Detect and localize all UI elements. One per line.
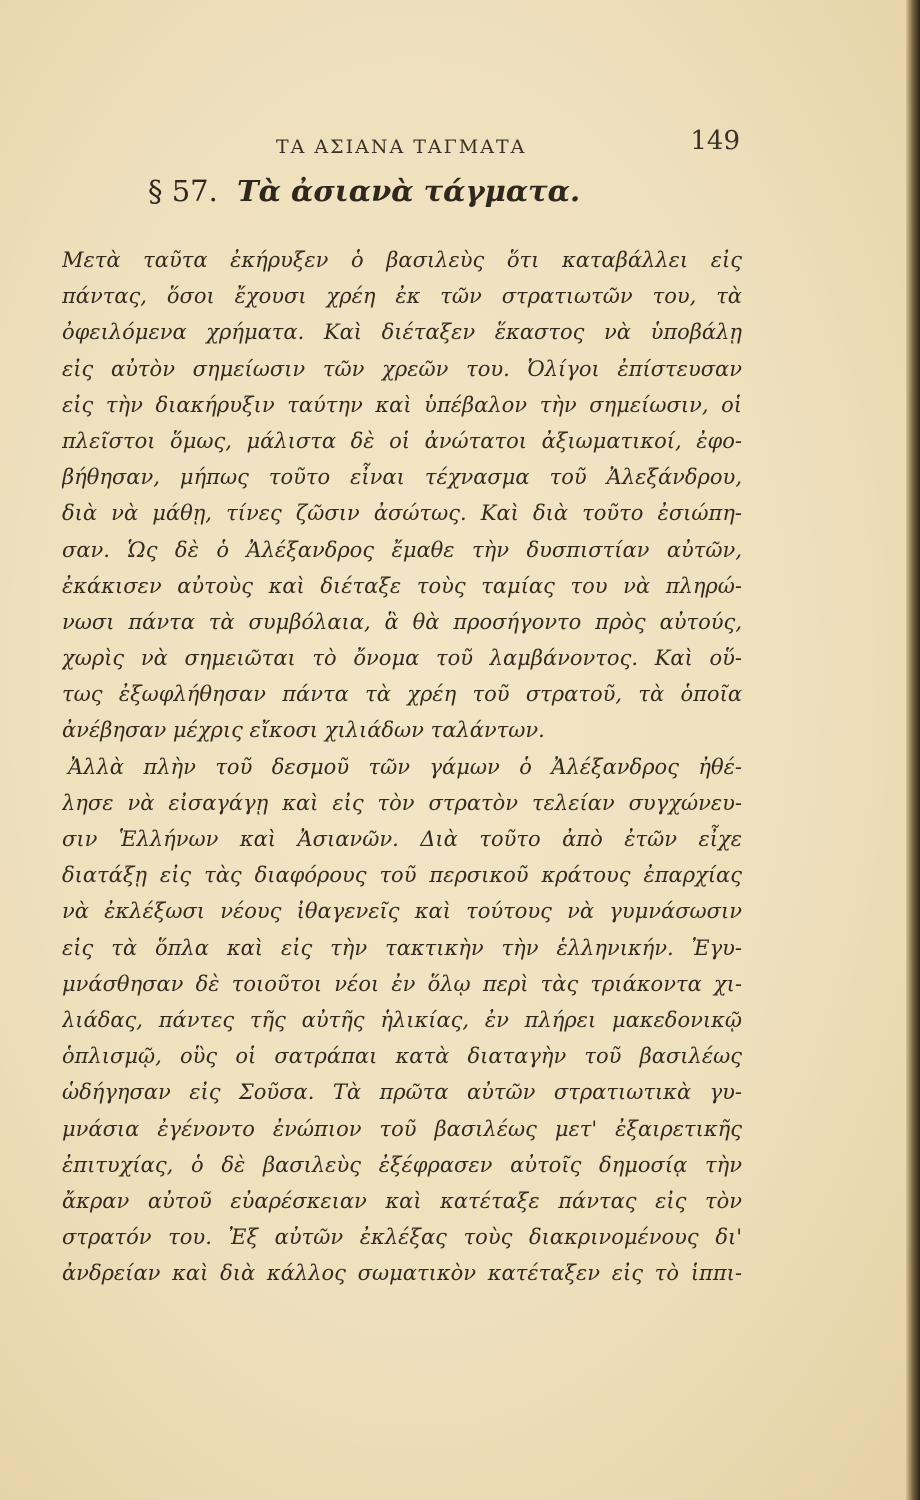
text-line: νὰ ἐκλέξωσι νέους ἰθαγενεῖς καὶ τούτους νὰ γυμνάσωσιν	[62, 899, 742, 924]
text-line: νωσι πάντα τὰ συμβόλαια, ἃ θὰ προσήγοντο πρὸς αὐτούς,	[62, 609, 742, 634]
text-line: μνάσια ἐγένοντο ἐνώπιον τοῦ βασιλέως μετ' ἐξαιρετικῆς	[62, 1116, 742, 1141]
text-line: λησε νὰ εἰσαγάγῃ καὶ εἰς τὸν στρατὸν τελείαν συγχώνευ-	[62, 790, 742, 815]
text-line: ὁπλισμῷ, οὓς οἱ σατράπαι κατὰ διαταγὴν τοῦ βασιλέως	[62, 1044, 742, 1069]
text-line: εἰς τὰ ὅπλα καὶ εἰς τὴν τακτικὴν τὴν ἑλληνικήν. Ἐγυ-	[62, 935, 742, 960]
text-line: Ἀλλὰ πλὴν τοῦ δεσμοῦ τῶν γάμων ὁ Ἀλέξανδρος ἠθέ-	[68, 754, 742, 779]
page-header	[60, 126, 740, 166]
text-line: σαν. Ὡς δὲ ὁ Ἀλέξανδρος ἔμαθε τὴν δυσπιστίαν αὐτῶν,	[62, 537, 742, 562]
section-number: § 57.	[148, 174, 218, 208]
text-line: εἰς τὴν διακήρυξιν ταύτην καὶ ὑπέβαλον τὴν σημείωσιν, οἱ	[62, 392, 742, 417]
text-line: ὡδήγησαν εἰς Σοῦσα. Τὰ πρῶτα αὐτῶν στρατιωτικὰ γυ-	[62, 1080, 742, 1105]
text-line: πλεῖστοι ὅμως, μάλιστα δὲ οἱ ἀνώτατοι ἀξιωματικοί, ἐφο-	[62, 428, 742, 453]
text-line: ἀνέβησαν μέχρις εἴκοσι χιλιάδων ταλάντων.	[62, 718, 545, 743]
text-line: ἄκραν αὐτοῦ εὐαρέσκειαν καὶ κατέταξε πάντας εἰς τὸν	[62, 1188, 742, 1213]
text-line: ὀφειλόμενα χρήματα. Καὶ διέταξεν ἕκαστος νὰ ὑποβάλῃ	[62, 320, 742, 345]
text-line: διὰ νὰ μάθῃ, τίνες ζῶσιν ἀσώτως. Καὶ διὰ τοῦτο ἐσιώπη-	[62, 501, 742, 526]
text-line: πάντας, ὅσοι ἔχουσι χρέη ἐκ τῶν στρατιωτῶν του, τὰ	[62, 284, 742, 309]
text-line: τως ἐξωφλήθησαν πάντα τὰ χρέη τοῦ στρατοῦ, τὰ ὁποῖα	[62, 682, 742, 707]
section-heading	[148, 174, 580, 208]
section-title: Τὰ ἀσιανὰ τάγματα.	[237, 174, 581, 208]
text-line: στρατόν του. Ἐξ αὐτῶν ἐκλέξας τοὺς διακρινομένους δι'	[62, 1225, 742, 1250]
body-text	[62, 242, 742, 1291]
text-line: Μετὰ ταῦτα ἐκήρυξεν ὁ βασιλεὺς ὅτι καταβάλλει εἰς	[62, 248, 742, 272]
text-line: διατάξῃ εἰς τὰς διαφόρους τοῦ περσικοῦ κράτους ἐπαρχίας	[62, 863, 742, 888]
text-line: μνάσθησαν δὲ τοιοῦτοι νέοι ἐν ὅλῳ περὶ τὰς τριάκοντα χι-	[62, 971, 742, 996]
text-line: χωρὶς νὰ σημειῶται τὸ ὄνομα τοῦ λαμβάνοντος. Καὶ οὕ-	[62, 646, 742, 671]
page-number: 149	[690, 126, 740, 156]
text-line: λιάδας, πάντες τῆς αὐτῆς ἡλικίας, ἐν πλήρει μακεδονικῷ	[62, 1007, 742, 1032]
text-line: εἰς αὐτὸν σημείωσιν τῶν χρεῶν του. Ὀλίγοι ἐπίστευσαν	[62, 356, 742, 381]
page-edge-shadow	[906, 0, 920, 1500]
text-line: σιν Ἑλλήνων καὶ Ἀσιανῶν. Διὰ τοῦτο ἀπὸ ἐτῶν εἶχε	[62, 827, 742, 851]
text-line: ἀνδρείαν καὶ διὰ κάλλος σωματικὸν κατέταξεν εἰς τὸ ἱππι-	[62, 1261, 742, 1286]
text-line: ἐπιτυχίας, ὁ δὲ βασιλεὺς ἐξέφρασεν αὐτοῖς δημοσίᾳ τὴν	[62, 1152, 742, 1177]
running-head: ΤΑ ΑΣΙΑΝΑ ΤΑΓΜΑΤΑ	[276, 136, 527, 158]
text-line: βήθησαν, μήπως τοῦτο εἶναι τέχνασμα τοῦ Ἀλεξάνδρου,	[62, 465, 742, 490]
text-line: ἐκάκισεν αὐτοὺς καὶ διέταξε τοὺς ταμίας του νὰ πληρώ-	[62, 573, 742, 598]
